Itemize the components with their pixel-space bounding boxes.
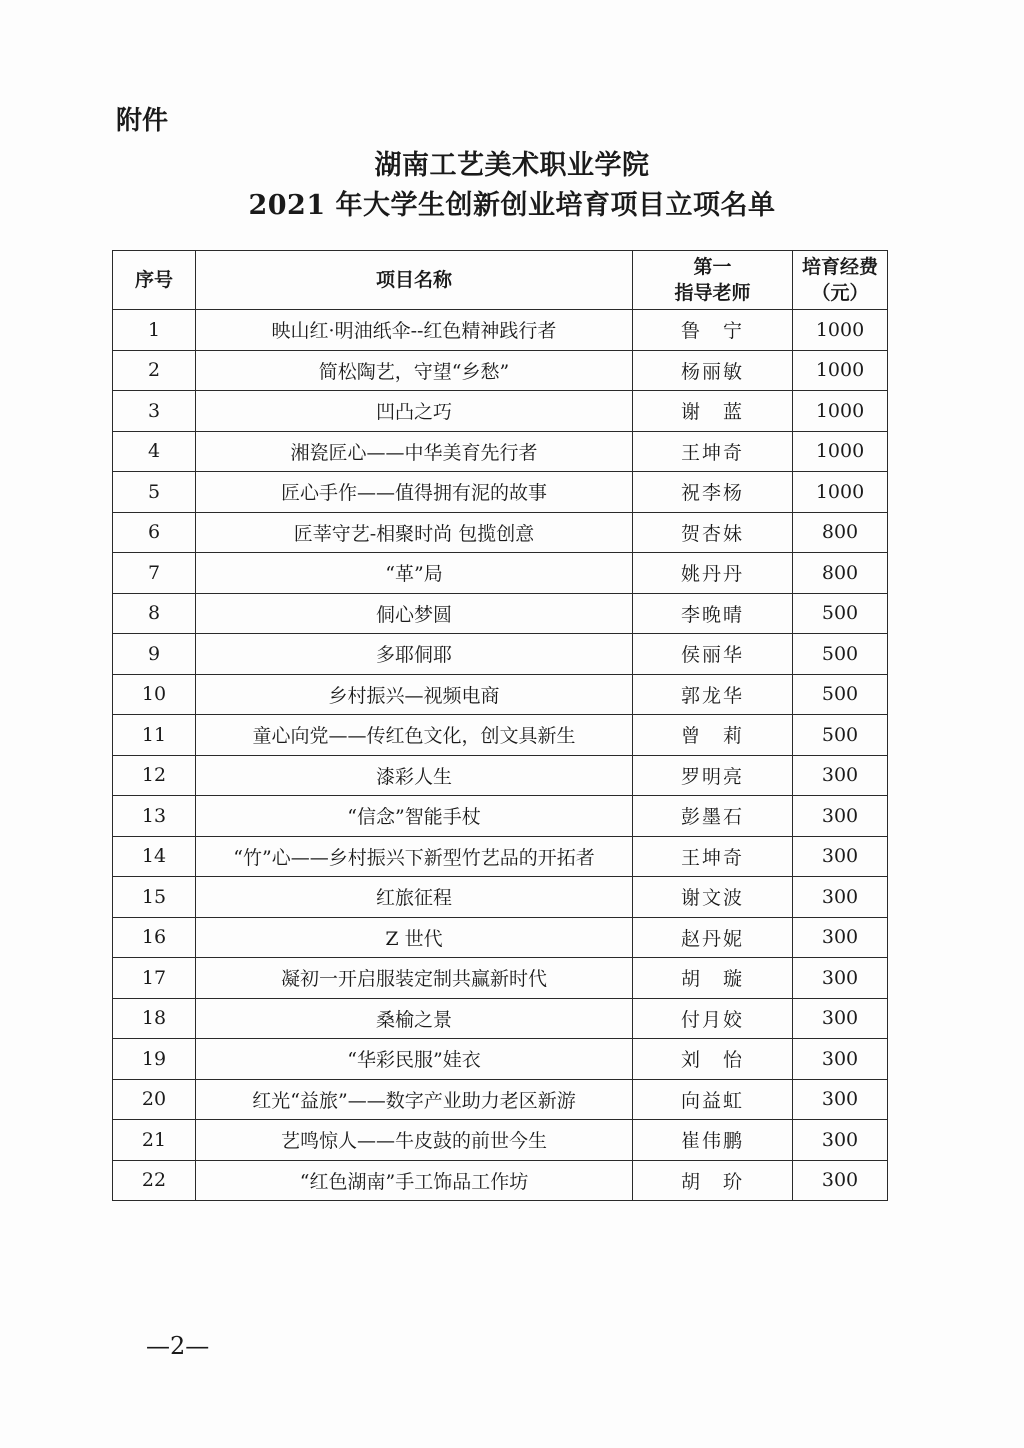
cell-teacher: 鲁 宁	[633, 310, 793, 351]
cell-teacher: 曾 莉	[633, 715, 793, 756]
table-row	[113, 472, 888, 513]
cell-no: 6	[113, 512, 196, 553]
cell-fund: 300	[793, 917, 888, 958]
cell-no: 1	[113, 310, 196, 351]
header-name: 项目名称	[196, 251, 633, 310]
cell-no: 7	[113, 553, 196, 594]
header-teacher-line1: 第一	[693, 256, 732, 278]
cell-no: 10	[113, 674, 196, 715]
cell-name: 漆彩人生	[196, 755, 633, 796]
table-row	[113, 877, 888, 918]
cell-fund: 1000	[793, 431, 888, 472]
cell-no: 22	[113, 1160, 196, 1201]
table-row	[113, 593, 888, 634]
table-row	[113, 391, 888, 432]
title-line-1: 湖南工艺美术职业学院	[374, 150, 650, 181]
table-row	[113, 998, 888, 1039]
header-teacher-line2: 指导老师	[674, 282, 751, 304]
cell-no: 4	[113, 431, 196, 472]
table-row	[113, 431, 888, 472]
header-no: 序号	[113, 251, 196, 310]
cell-fund: 300	[793, 1039, 888, 1080]
cell-name: “竹”心——乡村振兴下新型竹艺品的开拓者	[196, 836, 633, 877]
table-row	[113, 512, 888, 553]
cell-teacher: 向益虹	[633, 1079, 793, 1120]
table-row	[113, 796, 888, 837]
cell-no: 9	[113, 634, 196, 675]
cell-fund: 500	[793, 674, 888, 715]
header-row	[113, 251, 888, 310]
cell-fund: 300	[793, 836, 888, 877]
cell-fund: 1000	[793, 310, 888, 351]
cell-no: 19	[113, 1039, 196, 1080]
table-row	[113, 350, 888, 391]
cell-teacher: 谢 蓝	[633, 391, 793, 432]
cell-name: 凝初一开启服装定制共赢新时代	[196, 958, 633, 999]
table-body	[113, 310, 888, 1201]
header-fund-line1: 培育经费	[801, 256, 878, 278]
cell-no: 20	[113, 1079, 196, 1120]
document-title	[0, 146, 1024, 226]
table-row	[113, 1120, 888, 1161]
table-row	[113, 755, 888, 796]
attachment-label: 附件	[116, 106, 169, 136]
cell-fund: 800	[793, 553, 888, 594]
cell-name: 红光“益旅”——数字产业助力老区新游	[196, 1079, 633, 1120]
title-line-2: 2021 年大学生创新创业培育项目立项名单	[248, 190, 776, 221]
cell-fund: 500	[793, 634, 888, 675]
table-row	[113, 310, 888, 351]
cell-no: 11	[113, 715, 196, 756]
cell-name: 乡村振兴—视频电商	[196, 674, 633, 715]
cell-teacher: 李晚晴	[633, 593, 793, 634]
cell-fund: 1000	[793, 391, 888, 432]
cell-fund: 300	[793, 958, 888, 999]
cell-fund: 300	[793, 998, 888, 1039]
cell-name: 多耶侗耶	[196, 634, 633, 675]
project-table	[112, 250, 888, 1201]
cell-no: 17	[113, 958, 196, 999]
cell-fund: 300	[793, 1160, 888, 1201]
cell-name: 凹凸之巧	[196, 391, 633, 432]
cell-teacher: 付月姣	[633, 998, 793, 1039]
cell-no: 2	[113, 350, 196, 391]
cell-teacher: 侯丽华	[633, 634, 793, 675]
cell-teacher: 罗明亮	[633, 755, 793, 796]
cell-fund: 1000	[793, 350, 888, 391]
table-row	[113, 553, 888, 594]
cell-no: 13	[113, 796, 196, 837]
cell-teacher: 崔伟鹏	[633, 1120, 793, 1161]
header-fund-line2: （元）	[811, 282, 869, 304]
page-number: —2—	[146, 1332, 210, 1360]
cell-teacher: 王坤奇	[633, 431, 793, 472]
cell-name: 匠莘守艺-相聚时尚 包揽创意	[196, 512, 633, 553]
cell-name: 侗心梦圆	[196, 593, 633, 634]
table-row	[113, 958, 888, 999]
table-header	[113, 251, 888, 310]
cell-teacher: 胡 玠	[633, 1160, 793, 1201]
cell-fund: 300	[793, 1079, 888, 1120]
table-row	[113, 1160, 888, 1201]
cell-teacher: 胡 璇	[633, 958, 793, 999]
cell-name: 红旅征程	[196, 877, 633, 918]
cell-name: “革”局	[196, 553, 633, 594]
cell-teacher: 谢文波	[633, 877, 793, 918]
cell-teacher: 赵丹妮	[633, 917, 793, 958]
cell-name: 童心向党——传红色文化，创文具新生	[196, 715, 633, 756]
cell-teacher: 刘 怡	[633, 1039, 793, 1080]
cell-teacher: 姚丹丹	[633, 553, 793, 594]
cell-fund: 300	[793, 796, 888, 837]
cell-teacher: 杨丽敏	[633, 350, 793, 391]
table-row	[113, 634, 888, 675]
cell-fund: 300	[793, 877, 888, 918]
cell-name: Z 世代	[196, 917, 633, 958]
cell-no: 12	[113, 755, 196, 796]
table-row	[113, 1039, 888, 1080]
cell-name: “红色湖南”手工饰品工作坊	[196, 1160, 633, 1201]
table-row	[113, 674, 888, 715]
table-row	[113, 1079, 888, 1120]
header-teacher	[633, 251, 793, 310]
cell-fund: 300	[793, 1120, 888, 1161]
cell-fund: 1000	[793, 472, 888, 513]
cell-no: 21	[113, 1120, 196, 1161]
cell-no: 14	[113, 836, 196, 877]
cell-no: 16	[113, 917, 196, 958]
table-row	[113, 715, 888, 756]
cell-name: 艺鸣惊人——牛皮鼓的前世今生	[196, 1120, 633, 1161]
cell-name: “信念”智能手杖	[196, 796, 633, 837]
header-fund	[793, 251, 888, 310]
cell-teacher: 祝李杨	[633, 472, 793, 513]
cell-teacher: 彭墨石	[633, 796, 793, 837]
cell-fund: 500	[793, 593, 888, 634]
cell-name: 简松陶艺，守望“乡愁”	[196, 350, 633, 391]
cell-teacher: 郭龙华	[633, 674, 793, 715]
cell-fund: 300	[793, 755, 888, 796]
table-row	[113, 836, 888, 877]
table-row	[113, 917, 888, 958]
cell-name: “华彩民服”娃衣	[196, 1039, 633, 1080]
cell-no: 5	[113, 472, 196, 513]
cell-name: 匠心手作——值得拥有泥的故事	[196, 472, 633, 513]
cell-name: 桑榆之景	[196, 998, 633, 1039]
cell-name: 映山红·明油纸伞--红色精神践行者	[196, 310, 633, 351]
cell-fund: 800	[793, 512, 888, 553]
cell-name: 湘瓷匠心——中华美育先行者	[196, 431, 633, 472]
cell-no: 3	[113, 391, 196, 432]
cell-no: 18	[113, 998, 196, 1039]
cell-no: 15	[113, 877, 196, 918]
cell-fund: 500	[793, 715, 888, 756]
cell-teacher: 王坤奇	[633, 836, 793, 877]
cell-no: 8	[113, 593, 196, 634]
cell-teacher: 贺杏妹	[633, 512, 793, 553]
